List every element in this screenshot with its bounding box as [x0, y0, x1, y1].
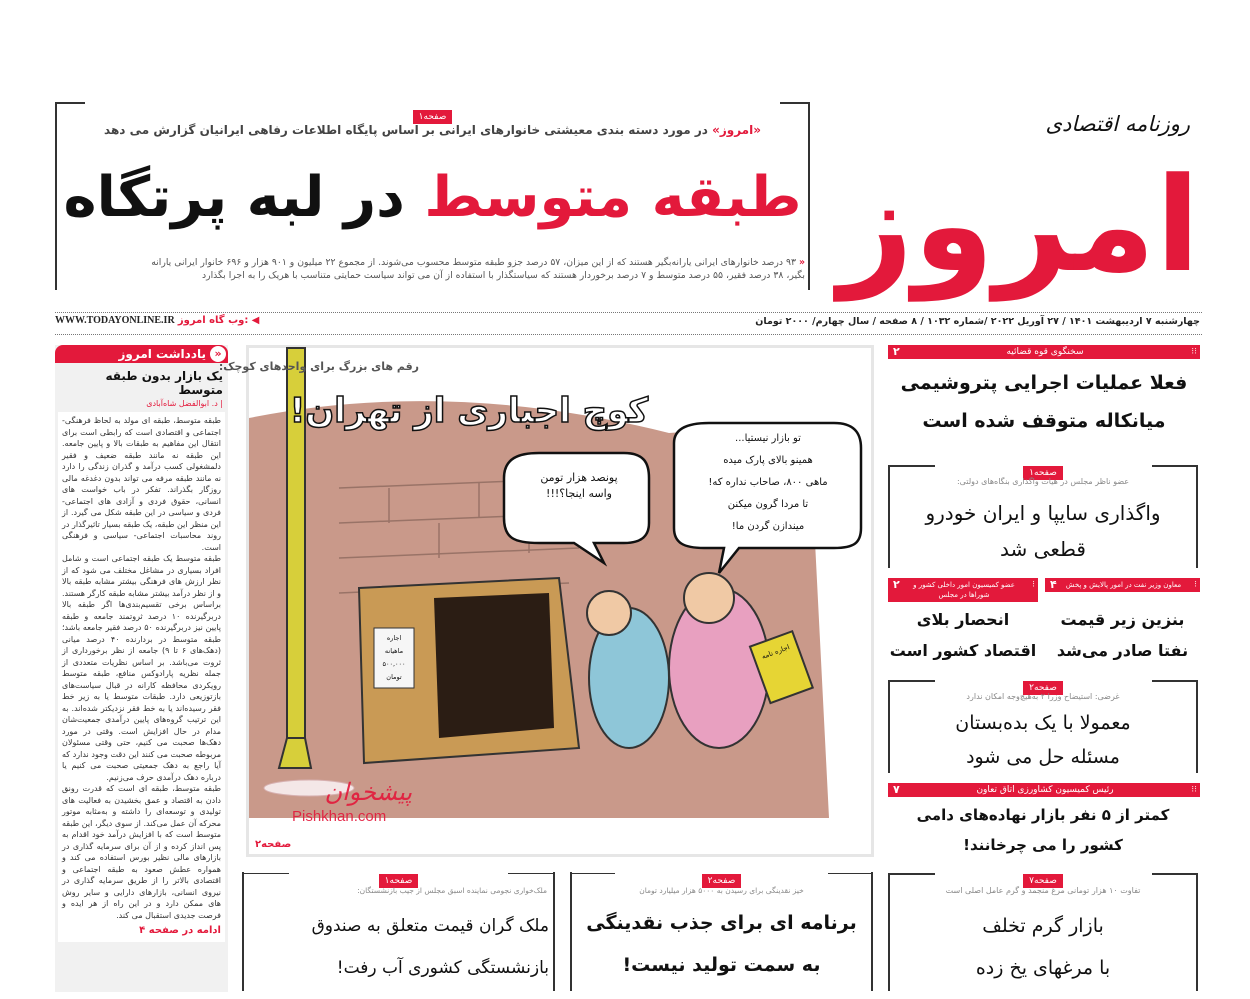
speech-bubble-left	[509, 470, 649, 502]
lead-headline	[55, 144, 810, 252]
headline-livestock[interactable]	[888, 800, 1198, 860]
page-tag-wrap	[242, 868, 555, 888]
page-tag-wrap	[55, 104, 810, 124]
subhead-source: «امروز»	[712, 123, 761, 137]
dots-icon: ⁝⁝	[1191, 347, 1197, 357]
bubble-line: همینو بالای پارک میده	[723, 455, 813, 466]
headline-line: اقتصاد کشور است	[889, 641, 1037, 660]
headline-property	[242, 905, 555, 989]
headline-line: میانکاله متوقف شده است	[922, 410, 1166, 432]
sign-line: ۵۰۰,۰۰۰	[382, 660, 406, 668]
summary-text: ۹۳ درصد خانوارهای ایرانی یارانه‌بگیر هستند که از این میزان، ۵۷ درصد جزو طبقه متوسط محسوب می‌شوند. از مجموع ۲۲ میلیون و ۹۰۱ هزار و ۶۹۶ خانوار ایرانی یارانه	[151, 257, 797, 268]
dots-icon: ⁝⁝	[1191, 785, 1197, 795]
bubble-line: واسه اینجا؟!!!	[546, 487, 612, 500]
page-tag: صفحه۱	[1023, 466, 1063, 480]
editorial-header	[55, 345, 228, 363]
kicker: تفاوت ۱۰ هزار تومانی مرغ منجمد و گرم عامل اصلی است	[945, 886, 1141, 895]
dots-icon: ⁝	[1032, 580, 1035, 590]
headline-line: کشور را می چرخانند!	[963, 836, 1123, 854]
paragraph: طبقه متوسط یک طبقه اجتماعی است و شامل افراد بسیاری در مشاغل مختلف می شود که از نظر ارزش های فرهنگی بیشتر مشابه طبقه بالا و از نظر درآمد بیشتر مشابه طبقه کارگر هستند. براساس برخی تقسیم‌بندی‌ها اگر طبقه بالا دربرگیرنده ۱۰ درصد ثروتمند جامعه و طبقه پایین نیز دربرگیرنده ۵۰ درصد فقیر جامعه باشد؛ طبقه متوسط در بردارنده ۴۰ درصد میانی (دهک‌های ۶ تا ۹) جامعه از نظر برخورداری از ثروت می‌باشد. بر اساس نظریات متعددی از جمله نظریه پارادوکس منافع، طبقه متوسط رویکردی محافظه کارانه در قبال سیاست‌های بازتوزیعی دارد. طبقات متوسط یا به زیر خط فقر رسیده‌اند یا به خط فقر نزدیکتر شده‌اند. به این ترتیب گروه‌های پایین درآمدی جمعیت‌شان مدام در حال افزایش است. وقتی در مورد دهک‌ها صحبت می کنیم، حتی وقتی مسئولان مربوطه صحبت می کنند این دقت وجود ندارد که آیا راجع به دهک جمعیتی صحبت می کنیم یا درباره دهک درآمدی حرف می‌زنیم.	[62, 554, 221, 782]
page-number: ۷	[893, 783, 900, 796]
headline-line: نفتا صادر می‌شد	[1056, 641, 1189, 660]
sign-line: اجاره	[386, 634, 402, 642]
label-text: عضو کمیسیون امور داخلی کشور و شوراها در مجلس	[913, 581, 1015, 599]
headline-red: طبقه متوسط	[424, 165, 802, 230]
section-label	[888, 578, 1038, 602]
masthead-logo: امروز	[838, 149, 1200, 301]
page-tag: صفحه۷	[1023, 874, 1063, 888]
label-text: سخنگوی قوه قضائیه	[1006, 347, 1084, 357]
headline-bargain	[888, 706, 1198, 774]
bubble-line: پونصد هزار تومن	[540, 471, 618, 484]
bubble-line: تو بازار نیستیا...	[735, 433, 801, 444]
watermark	[292, 778, 412, 825]
lead-subhead	[60, 123, 805, 137]
cartoon-kicker: رقم های بزرگ برای واحدهای کوچک:	[218, 360, 419, 373]
kicker: ملک‌خواری نجومی نماینده اسبق مجلس از جیب بازنشستگان:	[357, 886, 547, 895]
folder-label: اجاره نامه	[760, 643, 791, 661]
bubble-line: تا مردا گرون میکنن	[727, 499, 809, 510]
kicker: خیز نقدینگی برای رسیدن به ۵۰۰۰ هزار میلیارد تومان	[639, 886, 804, 895]
headline-monopoly[interactable]	[888, 604, 1038, 666]
headline-privatization	[888, 495, 1198, 567]
bubble-line: ماهی ۸۰۰، صاحاب نداره که!	[708, 477, 828, 488]
website-link[interactable]	[55, 315, 259, 326]
headline-line: برنامه ای برای جذب نقدینگی	[586, 912, 857, 934]
cartoon-page-ref[interactable]: صفحه۲	[255, 839, 292, 850]
headline-line: بنزین زیر قیمت	[1060, 610, 1185, 629]
section-label	[888, 345, 1200, 359]
subhead-text: در مورد دسته بندی معیشتی خانوارهای ایرانی بر اساس پایگاه اطلاعات رفاهی ایرانیان گزارش می دهد	[104, 123, 708, 137]
headline-line: مسئله حل می شود	[966, 746, 1120, 768]
page-number: ۲	[893, 578, 900, 591]
headline-petrochemical[interactable]	[886, 364, 1202, 440]
headline-line: فعلا عملیات اجرایی پتروشیمی	[900, 372, 1188, 394]
chevrons-icon: «	[210, 346, 226, 362]
section-label	[1045, 578, 1200, 592]
headline-line: واگذاری سایپا و ایران خودرو	[925, 501, 1161, 525]
summary-line	[60, 256, 805, 269]
watermark-en: Pishkhan.com	[292, 808, 387, 825]
divider	[55, 312, 1202, 313]
page-tag: صفحه۲	[1023, 681, 1063, 695]
headline-line: بازنشستگی کشوری آب رفت!	[336, 958, 549, 978]
paragraph: طبقه متوسط، طبقه ای مولد به لحاظ فرهنگی- اجتماعی و اقتصادی است که رابطی است برای انتقال این مفاهیم به طبقات بالا و پایین جامعه. این طبقه نه مانند طبقه ضعیف و فقیر دلمشغولی کسب درآمد و گذران زندگی را دارد نه مانند طبقه مرفه می تواند بدون دغدغه مالی روزگار بگذراند. تفکر در باب خواست های انسانی، حقوق فردی و آزادی های اجتماعی- فردی و سیاسی در این طبقه شکل می گیرد. از این منظر این طبقه، یک طبقه بسیار تاثیرگذار در روند محاسبات اجتماعی- سیاسی و فرهنگی است.	[62, 416, 221, 552]
page-number: ۲	[893, 345, 900, 358]
section-title: یادداشت امروز	[118, 347, 206, 361]
sign-line: ماهیانه	[384, 647, 404, 655]
lead-summary	[60, 256, 805, 282]
headline-line: کمتر از ۵ نفر بازار نهاده‌های دامی	[916, 806, 1170, 824]
kicker: عضو ناظر مجلس در هیات واگذاری بنگاه‌های دولتی:	[956, 477, 1130, 486]
page-tag-wrap	[888, 868, 1198, 888]
page-tag: صفحه۱	[379, 874, 419, 888]
cartoon-title: کوچ اجباری از تهران!	[289, 391, 649, 431]
headline-gasoline[interactable]	[1045, 604, 1200, 666]
page-tag: صفحه۲	[702, 874, 742, 888]
dateline: چهارشنبه ۷ اردیبهشت ۱۴۰۱ / ۲۷ آوریل ۲۰۲۲ /شماره ۱۰۳۲ / ۸ صفحه / سال چهارم/ ۲۰۰۰ تومان	[755, 316, 1200, 327]
website-url: WWW.TODAYONLINE.IR	[55, 315, 175, 326]
headline-black: در لبه پرتگاه	[63, 165, 405, 230]
continued-link[interactable]: ادامه در صفحه ۴	[139, 925, 221, 936]
headline-line: ملک گران قیمت متعلق به صندوق	[311, 916, 549, 936]
headline-line: بازار گرم تخلف	[982, 915, 1104, 937]
page-tag: صفحه۱	[413, 110, 453, 124]
editorial-column	[55, 345, 228, 992]
chevron-icon: «	[798, 257, 805, 268]
headline-chicken	[888, 905, 1198, 989]
headline-liquidity	[570, 902, 873, 986]
sign-line: تومان	[386, 673, 402, 681]
headline-line: به سمت تولید نیست!	[622, 954, 821, 976]
headline-line: انحصار بلای	[916, 610, 1010, 629]
masthead-subtitle: روزنامه اقتصادی	[1045, 112, 1190, 136]
headline-line: با مرغهای یخ زده	[975, 957, 1111, 979]
editorial-text	[62, 415, 221, 921]
website-label: وب گاه امروز:	[177, 315, 249, 326]
paragraph: طبقه متوسط، طبقه ای است که قدرت رونق دادن به اقتصاد و عمق بخشیدن به فعالیت های تولیدی و توسعه‌ای را داشته و به‌مثابه موتور محرکه آن عمل می‌کند. از سوی دیگر، این طبقه متوسط است که با افزایش درآمد خود اقدام به پس انداز کرده و از آن برای سرمایه گذاری در بازارهای مالی نظیر بورس استفاده می کند و همواره عطش صعود به طبقه اجتماعی و اقتصادی بالاتر را از طریق سرمایه گذاری در نیروی انسانی، بازارهای دارایی و سایر روش های ممکن دارد و در این راه از هر ایده و فرصت جدیدی استقبال می کند.	[62, 784, 221, 920]
rent-sign	[375, 632, 413, 684]
editorial-body	[58, 412, 225, 942]
divider	[55, 334, 1202, 335]
arrow-icon: ◀	[251, 315, 260, 326]
speech-bubble-right	[677, 428, 859, 538]
dots-icon: ⁝	[1194, 580, 1197, 590]
headline-line: قطعی شد	[1000, 537, 1086, 561]
summary-line: بگیر، ۳۸ درصد فقیر، ۵۵ درصد متوسط و ۷ درصد برخوردار هستند که سیاستگذار با استفاده از آن می تواند سیاست حمایتی متناسب با هریک را به اجرا بگذارد	[201, 270, 805, 281]
headline-line: معمولا با یک بده‌بستان	[955, 712, 1131, 734]
page-tag-wrap	[570, 868, 873, 888]
watermark-fa: پیشخوان	[324, 778, 412, 806]
editorial-title: یک بازار بدون طبقه متوسط	[105, 369, 223, 397]
section-label	[888, 783, 1200, 797]
kicker: غرضی: استیضاح وزرا ۲ به‌هیچ‌وجه امکان ندارد	[966, 692, 1120, 701]
bubble-line: میندازن گردن ما!	[731, 521, 805, 532]
page-number: ۴	[1050, 578, 1057, 591]
label-text: رئیس کمیسیون کشاورزی اتاق تعاون	[976, 785, 1114, 795]
label-text: معاون وزیر نفت در امور پالایش و پخش	[1065, 581, 1182, 589]
editorial-author: | د. ابوالفضل شاه‌آبادی	[146, 399, 223, 408]
